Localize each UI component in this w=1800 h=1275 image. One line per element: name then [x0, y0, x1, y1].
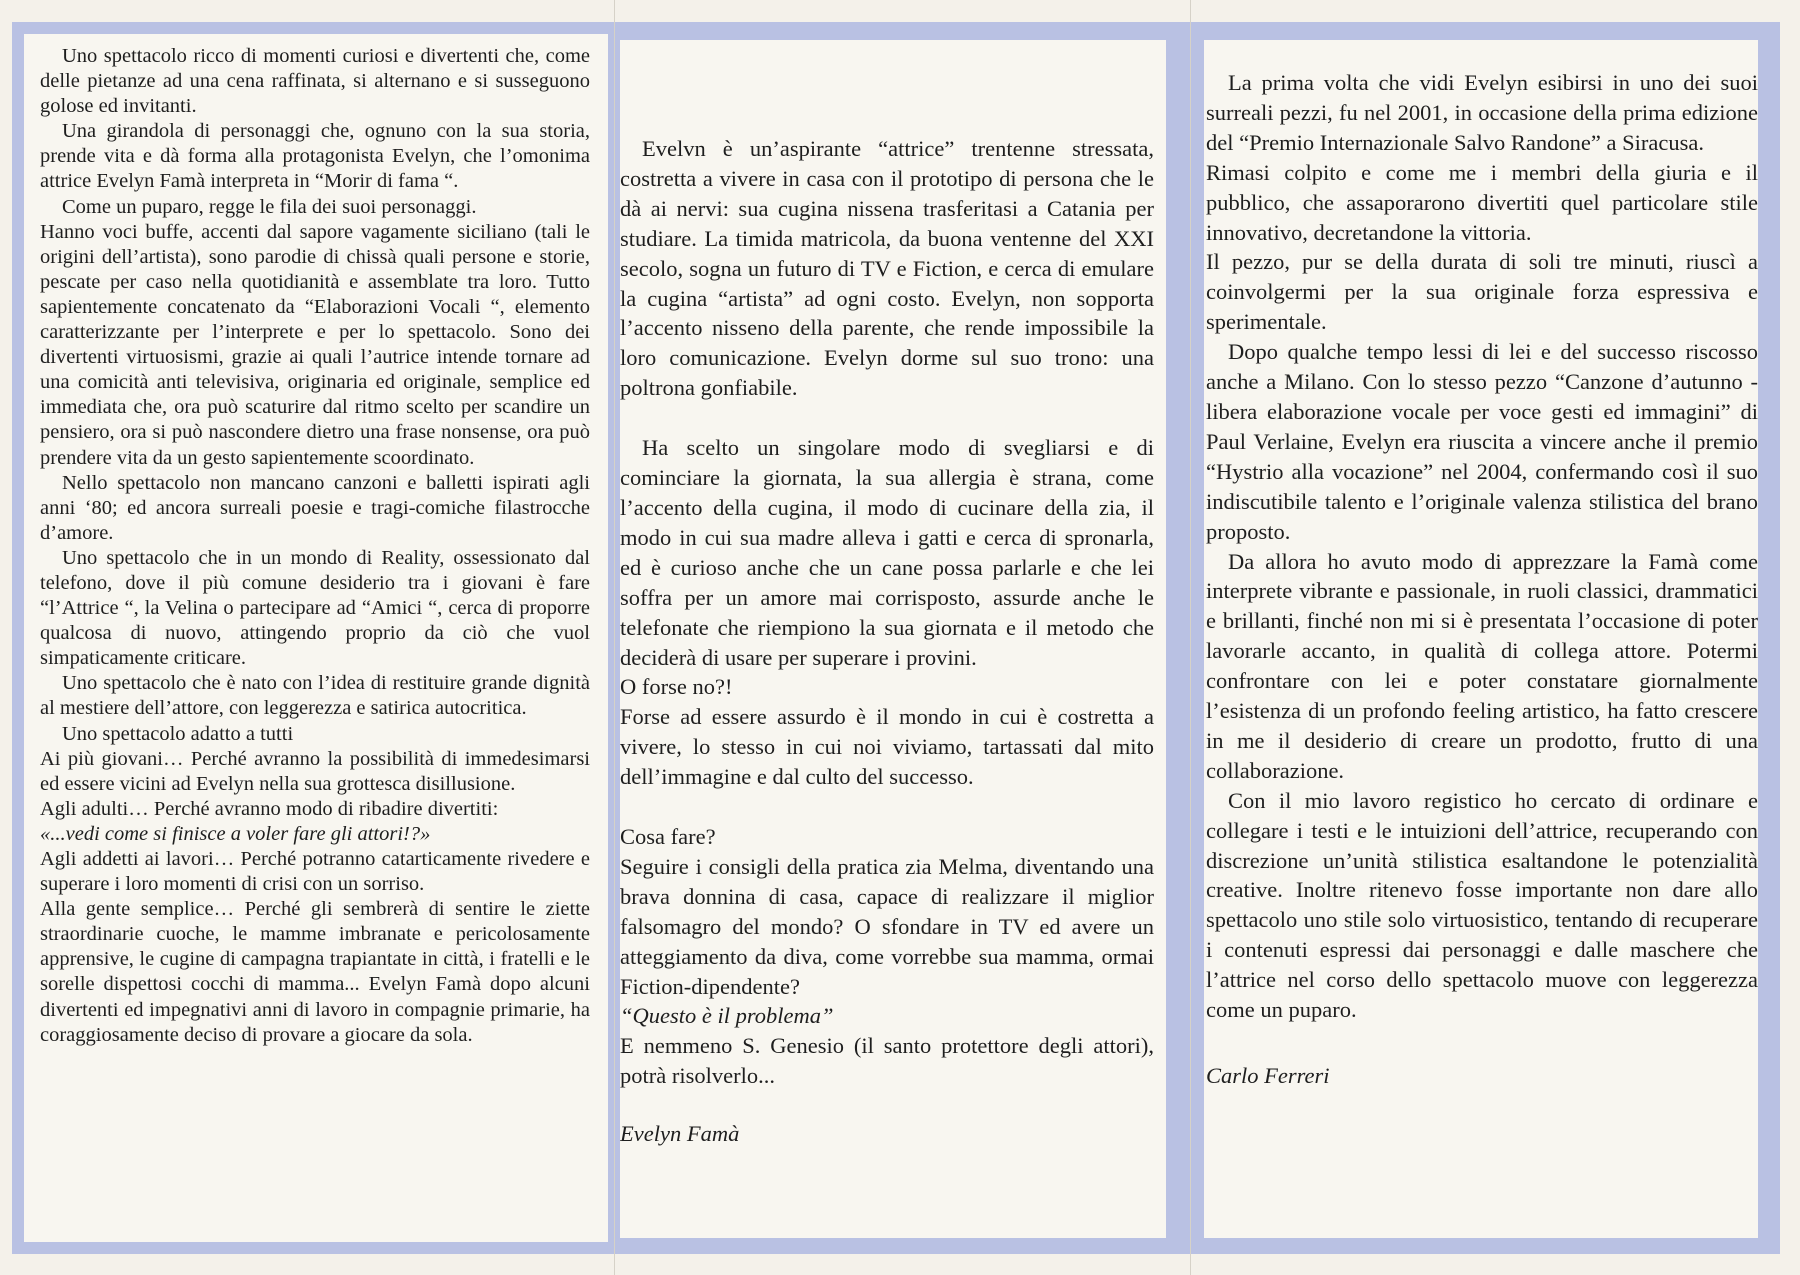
paragraph: Ai più giovani… Perché avranno la possibilità di immedesimarsi ed essere vicini ad Evelyn nella sua grottesca disillusione. — [40, 747, 590, 795]
paragraph: Agli addetti ai lavori… Perché potranno catarticamente rivedere e superare i loro momenti di crisi con un sorriso. — [40, 848, 590, 896]
paragraph: La prima volta che vidi Evelyn esibirsi in uno dei suoi surreali pezzi, fu nel 2001, in occasione della prima edizione del “Premio Internazionale Salvo Randone” a Siracusa. — [1206, 70, 1758, 155]
paragraph: Uno spettacolo ricco di momenti curiosi e divertenti che, come delle pietanze ad una cena raffinata, si alternano e si susseguono golose ed invitanti. — [40, 45, 590, 118]
paragraph: Uno spettacolo adatto a tutti — [62, 722, 294, 745]
paragraph: Da allora ho avuto modo di apprezzare la Famà come interprete vibrante e passionale, in ruoli classici, drammatici e brillanti, finché non mi si è presentata l’occasione di poter lavorarle accanto, in qualità di collega attore. Potermi confrontare con lei e poter constatare giornalmente l’esistenza di un profondo feeling artistico, ha fatto crescere in me il desiderio di creare un prodotto, frutto di una collaborazione. — [1206, 548, 1758, 783]
paragraph: Forse ad essere assurdo è il mondo in cui è costretta a vivere, lo stesso in cui noi viviamo, tartassati dal mito dell’immagine e dal culto del successo. — [620, 704, 1154, 790]
paragraph: Una girandola di personaggi che, ognuno con la sua storia, prende vita e dà forma alla protagonista Evelyn, che l’omonima attrice Evelyn Famà interpreta in “Morir di fama “. — [40, 120, 590, 193]
quote: “Questo è il problema” — [620, 1003, 834, 1029]
paragraph: Cosa fare? — [620, 824, 716, 850]
paragraph: Evelvn è un’aspirante “attrice” trentenne stressata, costretta a vivere in casa con il prototipo di persona che le dà ai nervi: sua cugina nissena trasferitasi a Catania per studiare. La timida matricola, da buona ventenne del XXI secolo, sogna un futuro di TV e Fiction, e cerca di emulare la cugina “artista” ad ogni costo. Evelyn, non sopporta l’accento nisseno della parente, che rende impossibile la loro comunicazione. Evelyn dorme sul suo trono: una poltrona gonfiabile. — [620, 136, 1154, 401]
author-signature: Evelyn Famà — [620, 1121, 740, 1147]
paragraph: Con il mio lavoro registico ho cercato di ordinare e collegare i testi e le intuizioni dell’attrice, recuperando con discrezione un’unità stilistica esaltandone le potenzialità creative. Inoltre ritenevo fosse importante non dare allo spettacolo uno stile solo virtuosistico, tentando di recuperare i contenuti espressi dai personaggi e dalle maschere che l’attrice nel corso dello spettacolo muove con leggerezza come un puparo. — [1206, 787, 1758, 1023]
paragraph: O forse no?! — [620, 674, 733, 700]
paragraph: Uno spettacolo che è nato con l’idea di restituire grande dignità al mestiere dell’attore, con leggerezza e satirica autocritica. — [40, 672, 590, 720]
paragraph: Nello spettacolo non mancano canzoni e balletti ispirati agli anni ‘80; ed ancora surreali poesie e tragi-comiche filastrocche d’amore. — [40, 471, 590, 544]
quote: «...vedi come si finisce a voler fare gli attori!?» — [40, 822, 431, 845]
fold-line — [614, 0, 615, 1275]
paragraph: Rimasi colpito e come me i membri della giuria e il pubblico, che assaporarono divertiti quel particolare stile innovativo, decretandone la vittoria. — [1206, 159, 1758, 245]
paragraph: Come un puparo, regge le fila dei suoi personaggi. — [62, 195, 477, 218]
paragraph: Dopo qualche tempo lessi di lei e del successo riscosso anche a Milano. Con lo stesso pezzo “Canzone d’autunno - libera elaborazione vocale per voce gesti ed immagini” di Paul Verlaine, Evelyn era riuscita a vincere anche il premio “Hystrio alla vocazione” nel 2004, confermando così il suo indiscutibile talento e l’originale valenza stilistica del brano proposto. — [1206, 339, 1758, 544]
paragraph: E nemmeno S. Genesio (il santo protettore degli attori), potrà risolverlo... — [620, 1033, 1154, 1089]
paragraph: Agli adulti… Perché avranno modo di ribadire divertiti: — [40, 797, 499, 820]
brochure-column-left — [24, 34, 608, 1242]
brochure-column-center — [620, 40, 1166, 1238]
paragraph: Hanno voci buffe, accenti dal sapore vagamente siciliano (tali le origini dell’artista), sono parodie di chissà quali persone e storie, pescate per caso nella quotidianità e assemblate tra loro. Tutto sapientemente concatenato da “Elaborazioni Vocali “, elemento caratterizzante per l’interprete e per lo spettacolo. Sono dei divertenti virtuosismi, grazie ai quali l’autrice intende tornare ad una comicità anti televisiva, originaria ed originale, semplice ed immediata che, ora può scaturire dal ritmo scelto per scandire un pensiero, ora si può nascondere dietro una frase nonsense, ora può prendere vita da un gesto sapientemente scoordinato. — [40, 220, 590, 469]
paragraph: Ha scelto un singolare modo di svegliarsi e di cominciare la giornata, la sua allergia è strana, come l’accento della cugina, il modo di cucinare della zia, il modo in cui sua madre alleva i gatti e cerca di spronarla, ed è curioso anche che un cane possa parlarle e che lei soffra per un amore mai corrisposto, assurde anche le telefonate che riempiono la sua giornata e il metodo che deciderà di usare per superare i provini. — [620, 435, 1154, 670]
fold-line — [1190, 0, 1191, 1275]
paragraph: Il pezzo, pur se della durata di soli tre minuti, riuscì a coinvolgermi per la sua originale forza espressiva e sperimentale. — [1206, 249, 1758, 335]
paragraph: Alla gente semplice… Perché gli sembrerà di sentire le ziette straordinarie cuoche, le mamme imbranate e pericolosamente apprensive, le cugine di campagna trapiantate in città, i fratelli e le sorelle dispettosi cocchi di mamma... Evelyn Famà dopo alcuni divertenti ed impegnativi anni di lavoro in compagnie primarie, ha coraggiosamente deciso di provare a giocare da sola. — [40, 898, 590, 1046]
director-signature: Carlo Ferreri — [1206, 1063, 1330, 1088]
brochure-column-right — [1204, 40, 1758, 1238]
paragraph: Uno spettacolo che in un mondo di Reality, ossessionato dal telefono, dove il più comune desiderio tra i giovani è fare “l’Attrice “, la Velina o partecipare ad “Amici “, cerca di proporre qualcosa di nuovo, attingendo proprio da ciò che vuol simpaticamente criticare. — [40, 546, 590, 670]
paragraph: Seguire i consigli della pratica zia Melma, diventando una brava donnina di casa, capace di realizzare il miglior falsomagro del mondo? O sfondare in TV ed avere un atteggiamento da diva, come vorrebbe sua mamma, ormai Fiction-dipendente? — [620, 853, 1154, 999]
